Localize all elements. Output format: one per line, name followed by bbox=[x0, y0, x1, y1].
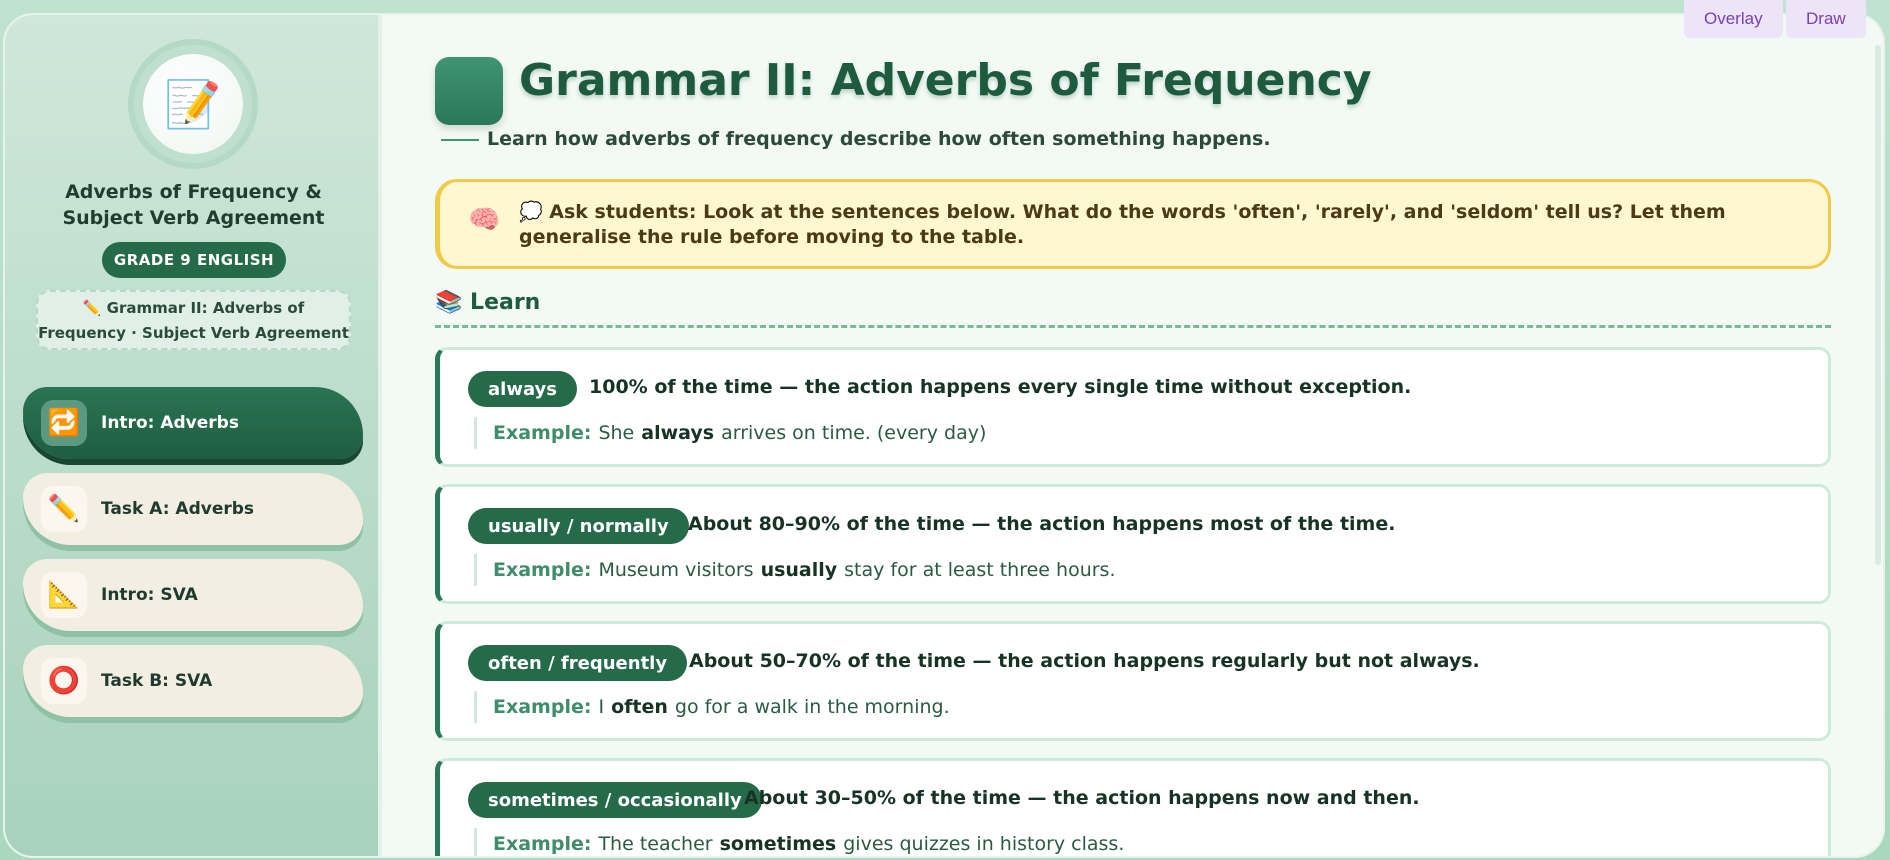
example-label: Example: bbox=[493, 422, 592, 444]
adverb-card bbox=[435, 758, 1831, 858]
sidebar-item-task-b-sva[interactable] bbox=[23, 645, 363, 717]
logo-ring bbox=[134, 45, 252, 163]
adverb-example bbox=[474, 691, 950, 723]
adverb-description: About 50–70% of the time — the action happens regularly but not always. bbox=[689, 650, 1480, 672]
adverb-description: 100% of the time — the action happens every single time without exception. bbox=[589, 376, 1412, 398]
example-text: gives quizzes in history class. bbox=[843, 833, 1125, 855]
page-title: Grammar II: Adverbs of Frequency bbox=[519, 55, 1372, 106]
example-text: stay for at least three hours. bbox=[844, 559, 1116, 581]
example-adverb: sometimes bbox=[719, 833, 837, 855]
example-text: I bbox=[598, 696, 605, 718]
repeat-icon: 🔁 bbox=[41, 400, 87, 446]
breadcrumb: ✏️ Grammar II: Adverbs of Frequency · Subject Verb Agreement bbox=[36, 290, 351, 350]
brain-icon: 🧠 bbox=[468, 205, 501, 235]
section-divider bbox=[435, 325, 1831, 328]
adverb-description: About 30–50% of the time — the action happens now and then. bbox=[744, 787, 1420, 809]
sidebar-item-label: Intro: SVA bbox=[101, 585, 198, 605]
sidebar-item-intro-adverbs[interactable] bbox=[23, 387, 363, 459]
example-adverb: always bbox=[641, 422, 715, 444]
main-content bbox=[385, 15, 1883, 856]
grade-badge: GRADE 9 ENGLISH bbox=[102, 242, 286, 278]
adverb-example bbox=[474, 554, 1116, 586]
adverb-pill: often / frequently bbox=[468, 645, 687, 681]
section-heading-learn: 📚 Learn bbox=[435, 290, 541, 315]
adverb-example bbox=[474, 828, 1124, 858]
sidebar bbox=[5, 15, 382, 856]
triangle-ruler-icon: 📐 bbox=[41, 572, 87, 618]
page-subtitle: Learn how adverbs of frequency describe how often something happens. bbox=[487, 128, 1271, 150]
sidebar-item-task-a-adverbs[interactable] bbox=[23, 473, 363, 545]
example-text: She bbox=[598, 422, 635, 444]
adverb-pill: usually / normally bbox=[468, 508, 689, 544]
teacher-note-text: 💭 Ask students: Look at the sentences below. What do the words 'often', 'rarely', and 'seldom' tell us? Let them generalise the rule before moving to the table. bbox=[519, 201, 1726, 248]
ring-icon: ⭕ bbox=[41, 658, 87, 704]
app-frame bbox=[3, 13, 1885, 858]
example-label: Example: bbox=[493, 559, 592, 581]
example-text: The teacher bbox=[598, 833, 713, 855]
overlay-button[interactable]: Overlay bbox=[1684, 0, 1783, 38]
adverb-example bbox=[474, 417, 986, 449]
adverb-pill: always bbox=[468, 371, 577, 407]
example-adverb: usually bbox=[760, 559, 838, 581]
sidebar-item-label: Task B: SVA bbox=[101, 671, 213, 691]
example-label: Example: bbox=[493, 833, 592, 855]
scrollbar[interactable] bbox=[1875, 45, 1881, 565]
lesson-title: Adverbs of Frequency & Subject Verb Agreement bbox=[62, 181, 325, 229]
adverb-card bbox=[435, 621, 1831, 741]
example-text: Museum visitors bbox=[598, 559, 754, 581]
example-text: go for a walk in the morning. bbox=[674, 696, 950, 718]
sidebar-item-intro-sva[interactable] bbox=[23, 559, 363, 631]
pencil-icon: ✏️ bbox=[41, 486, 87, 532]
memo-pencil-icon: 📝 bbox=[143, 54, 243, 154]
adverb-pill: sometimes / occasionally bbox=[468, 782, 762, 818]
adverb-description: About 80–90% of the time — the action happens most of the time. bbox=[688, 513, 1396, 535]
example-adverb: often bbox=[611, 696, 668, 718]
example-label: Example: bbox=[493, 696, 592, 718]
sidebar-item-label: Task A: Adverbs bbox=[101, 499, 255, 519]
sidebar-item-label: Intro: Adverbs bbox=[101, 413, 239, 433]
adverb-card bbox=[435, 484, 1831, 604]
adverb-card bbox=[435, 347, 1831, 467]
teacher-note bbox=[435, 179, 1831, 269]
example-text: arrives on time. (every day) bbox=[721, 422, 987, 444]
draw-button[interactable]: Draw bbox=[1786, 0, 1866, 38]
title-badge-icon bbox=[435, 57, 503, 125]
subtitle-divider bbox=[441, 139, 479, 141]
